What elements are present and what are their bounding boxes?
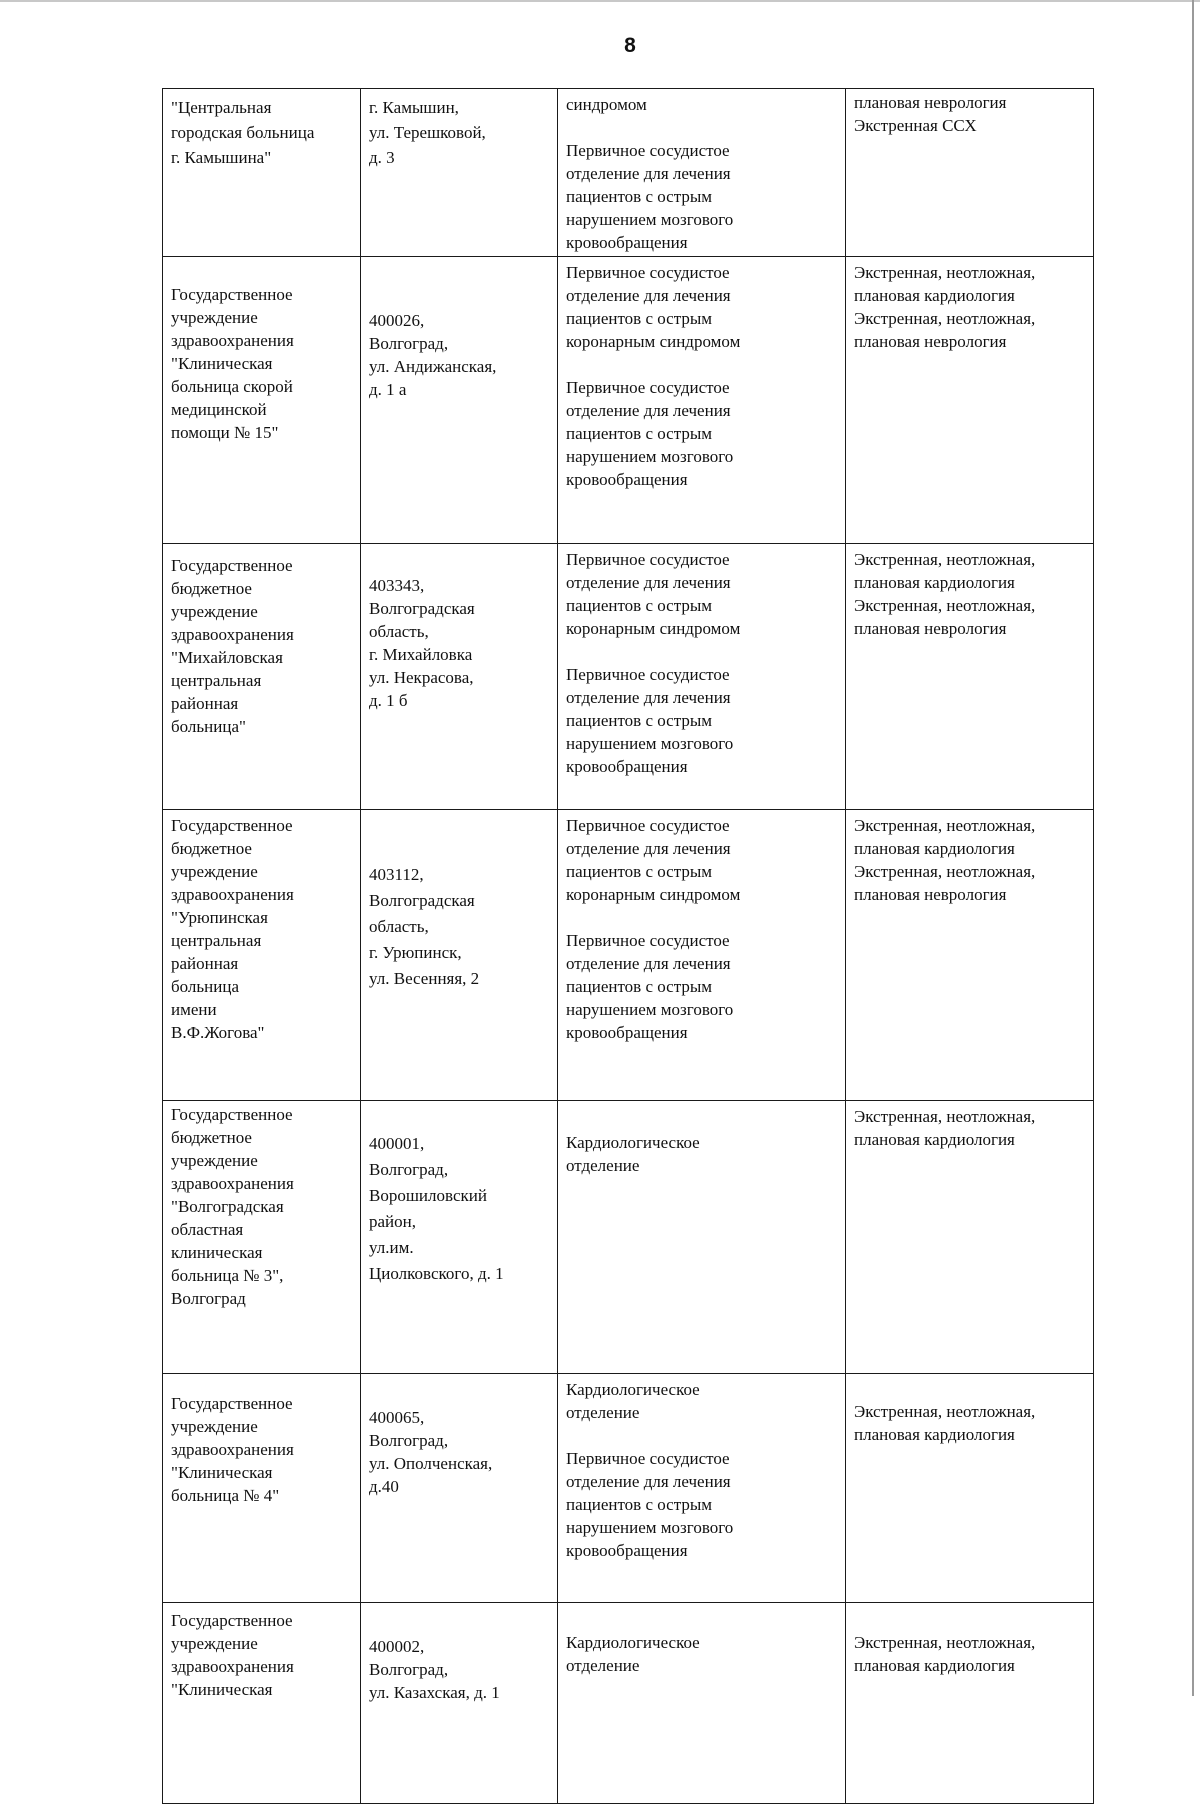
table-row: [163, 89, 1094, 257]
institution-name: Государственное учреждение здравоохранения "Клиническая: [163, 1603, 361, 1804]
institution-address: 400065, Волгоград, ул. Ополченская, д.40: [361, 1374, 558, 1603]
departments: Первичное сосудистое отделение для лечения пациентов с острым коронарным синдромом Первичное сосудистое отделение для лечения пациентов с острым нарушением мозгового кровообращения: [558, 257, 846, 544]
departments: синдромом Первичное сосудистое отделение для лечения пациентов с острым нарушением мозгового кровообращения: [558, 89, 846, 257]
institution-address: 403343, Волгоградская область, г. Михайловка ул. Некрасова, д. 1 б: [361, 544, 558, 810]
institution-name: Государственное учреждение здравоохранения "Клиническая больница № 4": [163, 1374, 361, 1603]
institution-name: Государственное бюджетное учреждение здравоохранения "Волгоградская областная клиническая больница № 3", Волгоград: [163, 1101, 361, 1374]
table-row: [163, 810, 1094, 1101]
institution-name: Государственное бюджетное учреждение здравоохранения "Михайловская центральная районная больница": [163, 544, 361, 810]
table-row: [163, 1374, 1094, 1603]
care-type: Экстренная, неотложная, плановая кардиология: [846, 1374, 1094, 1603]
page-number: 8: [624, 34, 636, 57]
care-type: Экстренная, неотложная, плановая кардиология Экстренная, неотложная, плановая неврология: [846, 257, 1094, 544]
departments: Кардиологическое отделение: [558, 1101, 846, 1374]
care-type: Экстренная, неотложная, плановая кардиология Экстренная, неотложная, плановая неврология: [846, 544, 1094, 810]
departments: Кардиологическое отделение Первичное сосудистое отделение для лечения пациентов с острым нарушением мозгового кровообращения: [558, 1374, 846, 1603]
table-row: [163, 1603, 1094, 1804]
table-row: [163, 257, 1094, 544]
institution-name: Государственное учреждение здравоохранения "Клиническая больница скорой медицинской помощи № 15": [163, 257, 361, 544]
institution-address: г. Камышин, ул. Терешковой, д. 3: [361, 89, 558, 257]
care-type: Экстренная, неотложная, плановая кардиология: [846, 1603, 1094, 1804]
institution-address: 400026, Волгоград, ул. Андижанская, д. 1 а: [361, 257, 558, 544]
table-row: [163, 544, 1094, 810]
institution-address: 403112, Волгоградская область, г. Урюпинск, ул. Весенняя, 2: [361, 810, 558, 1101]
hospitals-table: [162, 88, 1094, 1804]
care-type: Экстренная, неотложная, плановая кардиология Экстренная, неотложная, плановая неврология: [846, 810, 1094, 1101]
table-row: [163, 1101, 1094, 1374]
care-type: Экстренная, неотложная, плановая кардиология: [846, 1101, 1094, 1374]
institution-address: 400002, Волгоград, ул. Казахская, д. 1: [361, 1603, 558, 1804]
care-type: плановая неврология Экстренная ССХ: [846, 89, 1094, 257]
institution-name: "Центральная городская больница г. Камышина": [163, 89, 361, 257]
scan-top-edge: [0, 0, 1200, 2]
departments: Кардиологическое отделение: [558, 1603, 846, 1804]
departments: Первичное сосудистое отделение для лечения пациентов с острым коронарным синдромом Первичное сосудистое отделение для лечения пациентов с острым нарушением мозгового кровообращения: [558, 544, 846, 810]
scan-right-edge: [1192, 0, 1194, 1696]
institution-address: 400001, Волгоград, Ворошиловский район, ул.им. Циолковского, д. 1: [361, 1101, 558, 1374]
departments: Первичное сосудистое отделение для лечения пациентов с острым коронарным синдромом Первичное сосудистое отделение для лечения пациентов с острым нарушением мозгового кровообращения: [558, 810, 846, 1101]
institution-name: Государственное бюджетное учреждение здравоохранения "Урюпинская центральная районная больница имени В.Ф.Жогова": [163, 810, 361, 1101]
